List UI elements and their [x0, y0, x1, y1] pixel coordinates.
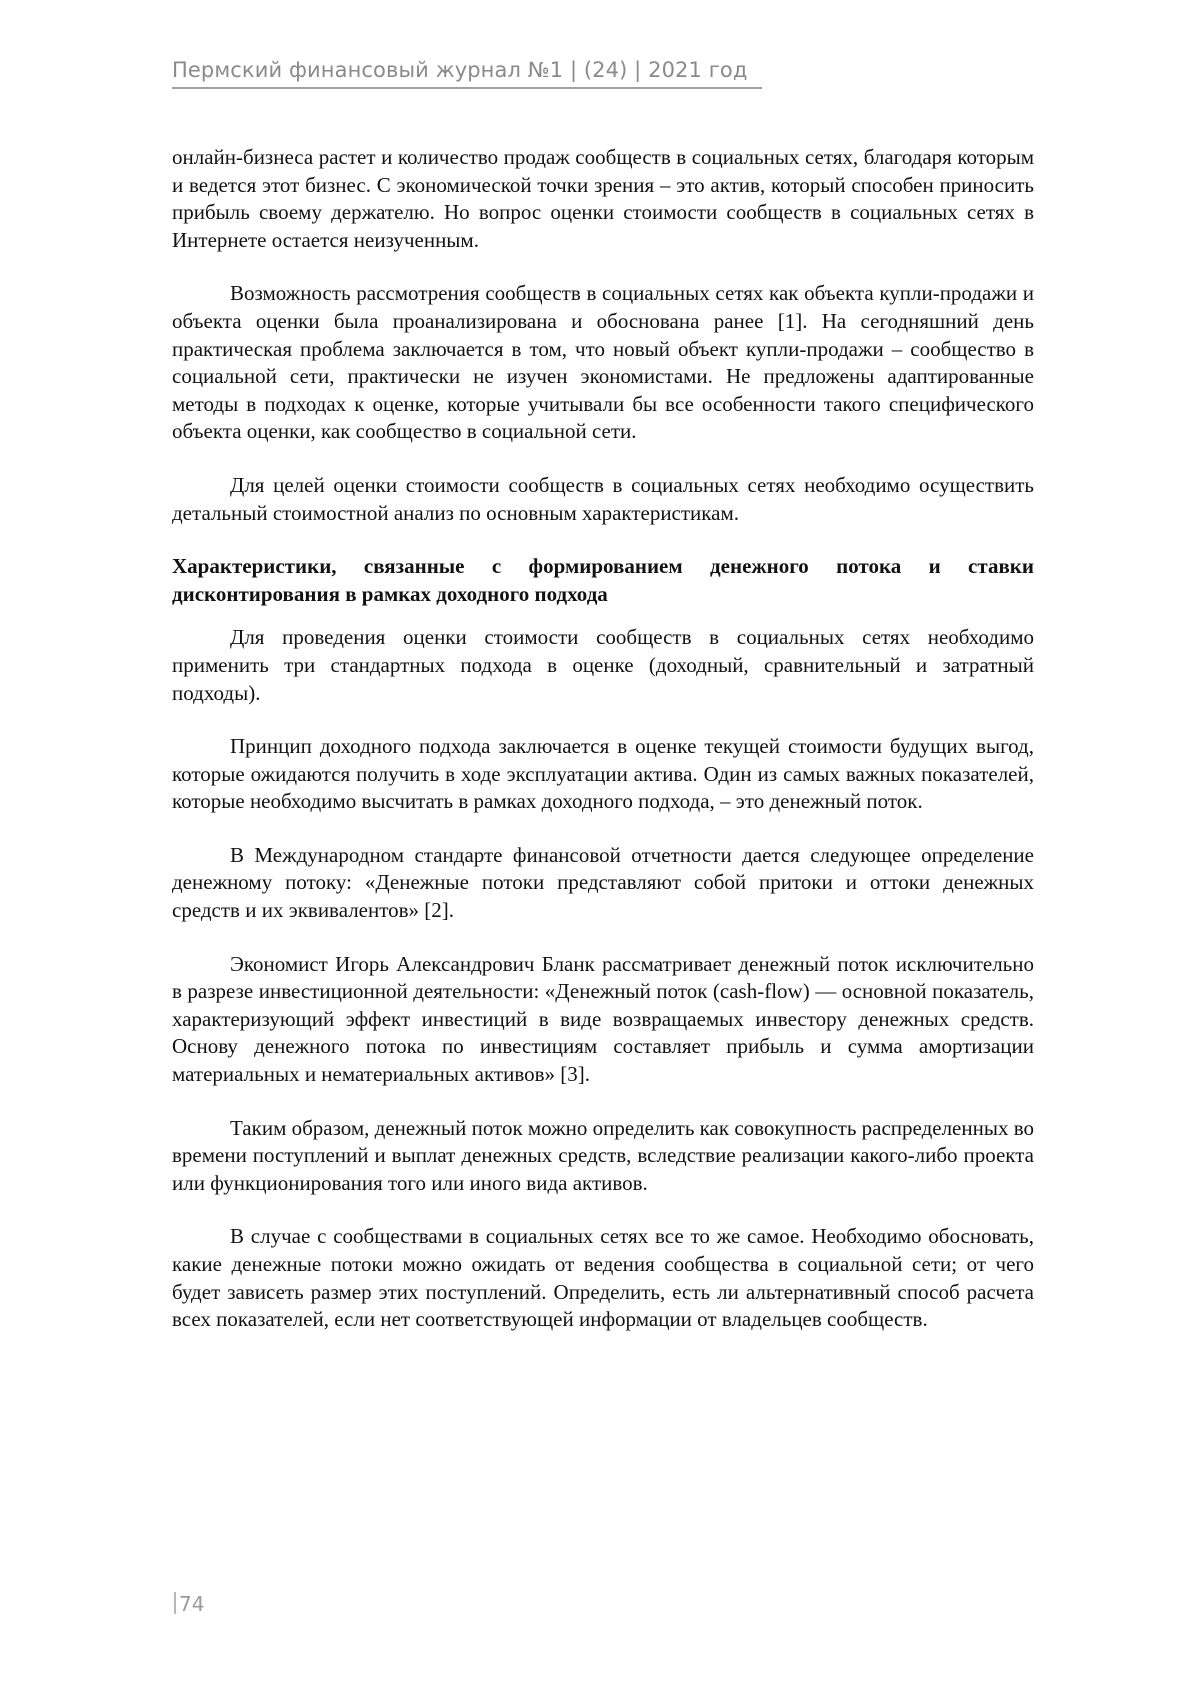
paragraph: В случае с сообществами в социальных сетях все то же самое. Необходимо обосновать, какие денежные потоки можно ожидать от ведения сообщества в социальной сети; от чего будет зависеть размер этих поступлений. Определить, есть ли альтернативный способ расчета всех показателей, если нет соответствующей информации от владельцев сообществ.	[172, 1223, 1034, 1333]
journal-header	[172, 58, 762, 89]
paragraph: Таким образом, денежный поток можно определить как совокупность распределенных во времени поступлений и выплат денежных средств, вследствие реализации какого-либо проекта или функционирования того или иного вида активов.	[172, 1115, 1034, 1198]
paragraph: В Международном стандарте финансовой отчетности дается следующее определение денежному потоку: «Денежные потоки представляют собой притоки и оттоки денежных средств и их эквивалентов» [2].	[172, 842, 1034, 925]
page-number: 74	[179, 1592, 204, 1616]
paragraph-continuation: онлайн-бизнеса растет и количество продаж сообществ в социальных сетях, благодаря которым и ведется этот бизнес. С экономической точки зрения – это актив, который способен приносить прибыль своему держателю. Но вопрос оценки стоимости сообществ в социальных сетях в Интернете остается неизученным.	[172, 144, 1034, 254]
paragraph: Для проведения оценки стоимости сообществ в социальных сетях необходимо применить три стандартных подхода в оценке (доходный, сравнительный и затратный подходы).	[172, 624, 1034, 707]
paragraph: Экономист Игорь Александрович Бланк рассматривает денежный поток исключительно в разрезе инвестиционной деятельности: «Денежный поток (cash-flow) — основной показатель, характеризующий эффект инвестиций в виде возвращаемых инвестору денежных средств. Основу денежного потока по инвестициям составляет прибыль и сумма амортизации материальных и нематериальных активов» [3].	[172, 951, 1034, 1089]
paragraph: Возможность рассмотрения сообществ в социальных сетях как объекта купли-продажи и объекта оценки была проанализирована и обоснована ранее [1]. На сегодняшний день практическая проблема заключается в том, что новый объект купли-продажи – сообщество в социальной сети, практически не изучен экономистами. Не предложены адаптированные методы в подходах к оценке, которые учитывали бы все особенности такого специфического объекта оценки, как сообщество в социальной сети.	[172, 280, 1034, 446]
page-footer	[174, 1592, 204, 1616]
paragraph: Принцип доходного подхода заключается в оценке текущей стоимости будущих выгод, которые ожидаются получить в ходе эксплуатации актива. Один из самых важных показателей, которые необходимо высчитать в рамках доходного подхода, – это денежный поток.	[172, 733, 1034, 816]
section-heading: Характеристики, связанные с формированием денежного потока и ставки дисконтирования в рамках доходного подхода	[172, 553, 1034, 608]
paragraph: Для целей оценки стоимости сообществ в социальных сетях необходимо осуществить детальный стоимостной анализ по основным характеристикам.	[172, 472, 1034, 527]
journal-title: Пермский финансовый журнал №1 | (24) | 2021 год	[172, 58, 747, 82]
article-body	[172, 144, 1034, 1360]
footer-divider	[174, 1592, 176, 1614]
